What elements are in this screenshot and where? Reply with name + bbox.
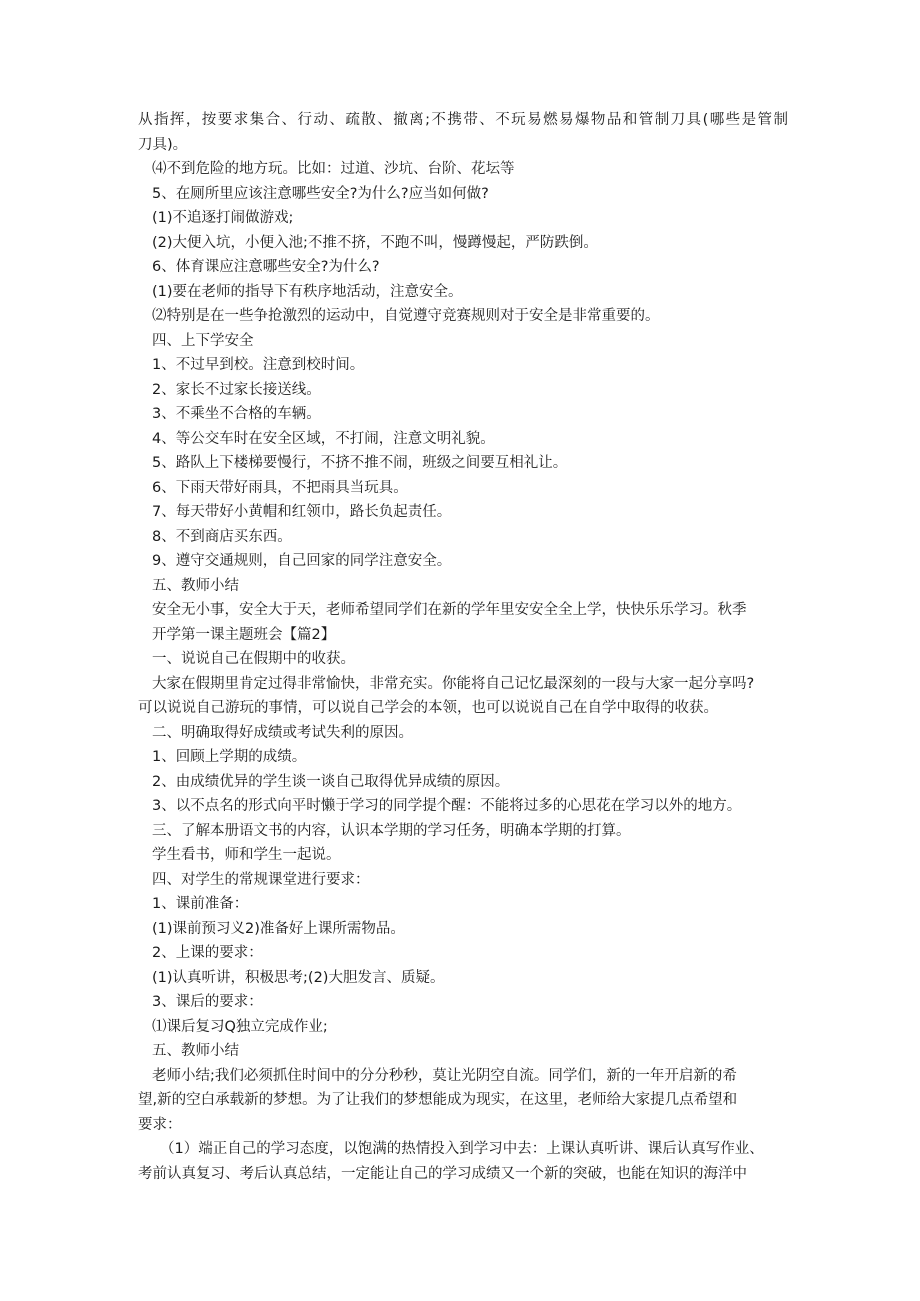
text-line: 可以说说自己游玩的事情，可以说自己学会的本领，也可以说说自己在自学中取得的收获。 xyxy=(138,700,718,716)
text-line: ⑷不到危险的地方玩。比如：过道、沙坑、台阶、花坛等 xyxy=(152,161,515,177)
text-line: 5、在厕所里应该注意哪些安全?为什么?应当如何做? xyxy=(152,185,489,202)
text-line: (2)大便入坑，小便入池;不推不挤，不跑不叫，慢蹲慢起，严防跌倒。 xyxy=(152,234,598,251)
text-line: 4、等公交车时在安全区域，不打闹，注意文明礼貌。 xyxy=(152,430,495,447)
text-line: 考前认真复习、考后认真总结，一定能让自己的学习成绩又一个新的突破，也能在知识的海洋中 xyxy=(138,1165,747,1182)
text-line: 学生看书，师和学生一起说。 xyxy=(152,847,341,863)
text-line: 2、家长不过家长接送线。 xyxy=(152,381,321,398)
text-line: 安全无小事，安全大于天，老师希望同学们在新的学年里安安全全上学，快快乐乐学习。秋季 xyxy=(152,602,747,618)
text-line: ⑴课后复习Q独立完成作业; xyxy=(152,1018,328,1035)
section-heading: 二、明确取得好成绩或考试失利的原因。 xyxy=(152,724,413,741)
text-line: （1）端正自己的学习态度，以饱满的热情投入到学习中去：上课认真听讲、课后认真写作业、 xyxy=(160,1141,764,1157)
text-line: 8、不到商店买东西。 xyxy=(152,528,292,545)
section-heading: 五、教师小结 xyxy=(152,577,239,594)
text-line: 5、路队上下楼梯要慢行，不挤不推不闹，班级之间要互相礼让。 xyxy=(152,455,568,471)
text-line: 2、由成绩优异的学生谈一谈自己取得优异成绩的原因。 xyxy=(152,773,510,790)
text-line: 3、不乘坐不合格的车辆。 xyxy=(152,406,321,422)
text-line: (1)要在老师的指导下有秩序地活动，注意安全。 xyxy=(152,283,463,300)
text-line: 1、课前准备： xyxy=(152,896,249,912)
text-line: (1)认真听讲，积极思考;(2)大胆发言、质疑。 xyxy=(152,969,445,986)
text-line: ⑵特别是在一些争抢激烈的运动中，自觉遵守竞赛规则对于安全是非常重要的。 xyxy=(152,308,660,324)
text-line: 9、遵守交通规则，自己回家的同学注意安全。 xyxy=(152,553,452,569)
text-line: 3、以不点名的形式向平时懒于学习的同学提个醒：不能将过多的心思花在学习以外的地方。 xyxy=(152,798,742,814)
text-line: 2、上课的要求： xyxy=(152,945,263,961)
text-line: 望,新的空白承载新的梦想。为了让我们的梦想能成为现实，在这里，老师给大家提几点希望和 xyxy=(138,1092,738,1108)
text-line: 6、体育课应注意哪些安全?为什么? xyxy=(152,259,380,275)
text-line: (1)课前预习义2)准备好上课所需物品。 xyxy=(152,920,405,937)
text-line: 要求： xyxy=(138,1116,182,1133)
text-line: 刀具)。 xyxy=(138,136,188,153)
section-heading: 一、说说自己在假期中的收获。 xyxy=(152,651,355,667)
text-line: 从指挥，按要求集合、行动、疏散、撤离;不携带、不玩易燃易爆物品和管制刀具(哪些是管制 xyxy=(138,112,788,128)
section-heading: 四、对学生的常规课堂进行要求： xyxy=(152,871,370,888)
text-line: 1、不过早到校。注意到校时间。 xyxy=(152,357,365,373)
text-line: 大家在假期里肯定过得非常愉快，非常充实。你能将自己记忆最深刻的一段与大家一起分享吗? xyxy=(152,675,755,692)
text-line: 6、下雨天带好雨具，不把雨具当玩具。 xyxy=(152,479,408,496)
document-body xyxy=(138,108,788,1186)
text-line: 7、每天带好小黄帽和红领巾，路长负起责任。 xyxy=(152,504,452,520)
text-line: 1、回顾上学期的成绩。 xyxy=(152,749,307,765)
text-line: 老师小结;我们必须抓住时间中的分分秒秒，莫让光阴空自流。同学们，新的一年开启新的希 xyxy=(152,1067,737,1084)
text-line: 3、课后的要求： xyxy=(152,994,263,1010)
section-heading: 五、教师小结 xyxy=(152,1043,239,1059)
section-heading: 三、了解本册语文书的内容，认识本学期的学习任务，明确本学期的打算。 xyxy=(152,822,631,839)
text-line: (1)不追逐打闹做游戏; xyxy=(152,210,294,226)
section-heading: 四、上下学安全 xyxy=(152,332,254,349)
article-title: 开学第一课主题班会【篇2】 xyxy=(152,626,336,643)
